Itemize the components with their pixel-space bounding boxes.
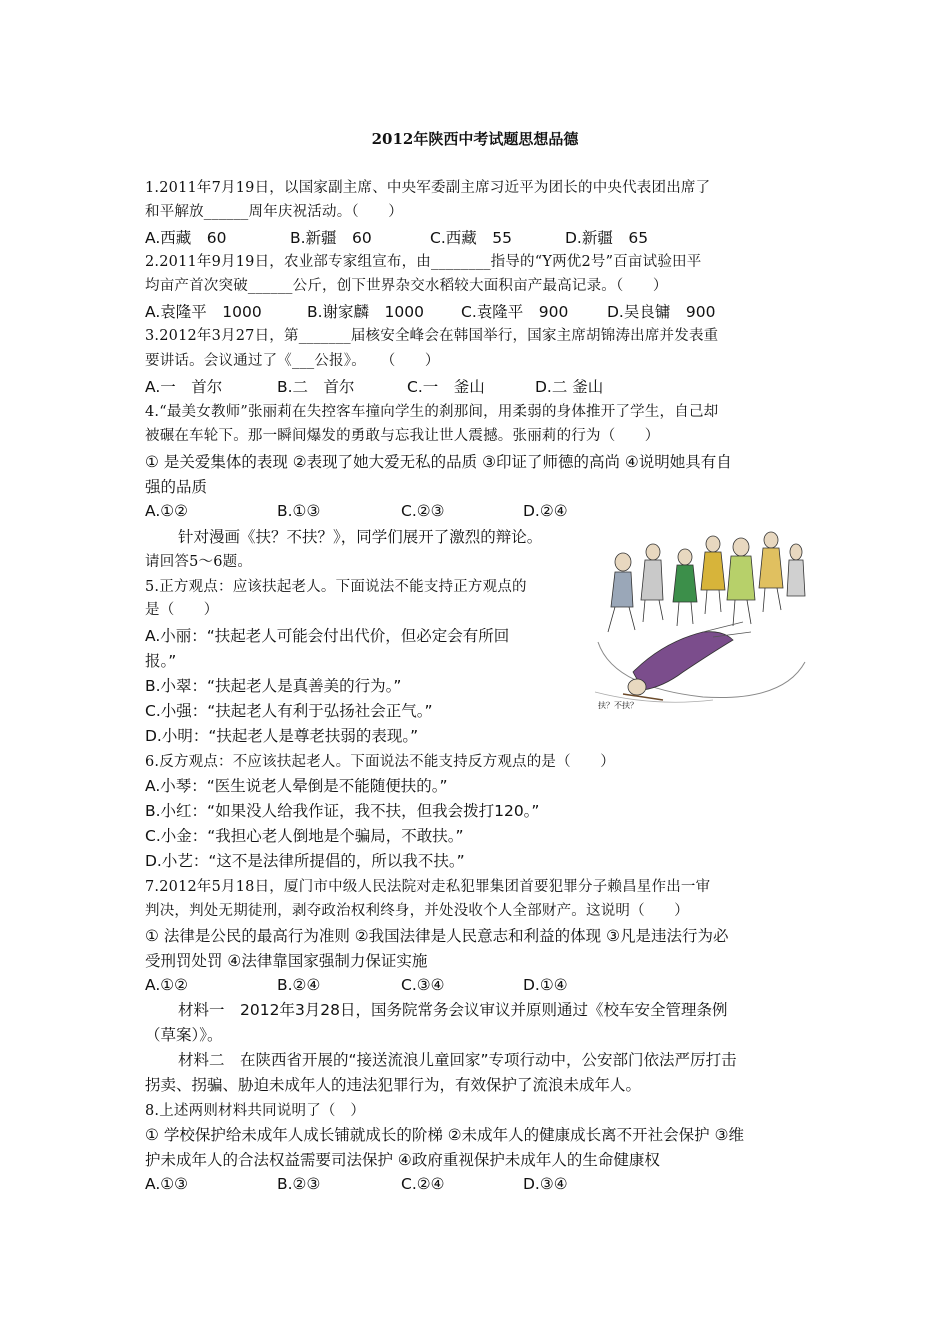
- option-c: C.②④: [401, 1175, 445, 1193]
- question-6-option-d: D.小艺：“这不是法律所提倡的，所以我不扶。”: [145, 852, 465, 870]
- material-1-line-1: 材料一 2012年3月28日，国务院常务会议审议并原则通过《校车安全管理条例: [178, 1001, 728, 1019]
- question-7-statements-1: ① 法律是公民的最高行为准则 ②我国法律是人民意志和利益的体现 ③凡是违法行为必: [145, 927, 729, 945]
- option-c: C.③④: [401, 976, 445, 994]
- question-6-option-a: A.小琴：“医生说老人晕倒是不能随便扶的。”: [145, 777, 448, 795]
- question-3-options: [145, 377, 603, 397]
- question-5-option-c: C.小强：“扶起老人有利于弘扬社会正气。”: [145, 702, 433, 720]
- cartoon-intro-line-2: 请回答5～6题。: [145, 554, 253, 570]
- question-6-option-c: C.小金：“我担心老人倒地是个骗局，不敢扶。”: [145, 827, 464, 845]
- option-b: B.①③: [277, 502, 321, 520]
- question-5-option-a-1: A.小丽：“扶起老人可能会付出代价，但必定会有所回: [145, 627, 510, 645]
- material-1-line-2: （草案）》。: [145, 1026, 223, 1044]
- question-2-line-2: 均亩产首次突破______公斤，创下世界杂交水稻较大面积亩产最高记录。（ ）: [145, 278, 668, 294]
- question-8-statements-2: 护未成年人的合法权益需要司法保护 ④政府重视保护未成年人的生命健康权: [145, 1151, 660, 1169]
- option-a: A.西藏 60: [145, 229, 227, 247]
- question-5-option-a-2: 报。”: [145, 652, 177, 670]
- question-6-line-1: 6.反方观点：不应该扶起老人。下面说法不能支持反方观点的是（ ）: [145, 754, 615, 770]
- question-7-statements-2: 受刑罚处罚 ④法律靠国家强制力保证实施: [145, 952, 428, 970]
- option-d: D.吴良镛 900: [607, 303, 716, 321]
- question-4-line-1: 4.“最美女教师”张丽莉在失控客车撞向学生的刹那间，用柔弱的身体推开了学生，自己却: [145, 404, 719, 420]
- question-3-line-1: 3.2012年3月27日，第_______届核安全峰会在韩国举行，国家主席胡锦涛出席并发表重: [145, 328, 719, 344]
- question-1-options: [145, 228, 648, 248]
- question-3-line-2: 要讲话。会议通过了《___公报》。 （ ）: [145, 353, 440, 369]
- question-8-statements-1: ① 学校保护给未成年人成长铺就成长的阶梯 ②未成年人的健康成长离不开社会保护 ③维: [145, 1126, 744, 1144]
- cartoon-caption: 扶？不扶？: [598, 701, 638, 710]
- option-b: B.新疆 60: [290, 229, 372, 247]
- option-a: A.①②: [145, 976, 189, 994]
- question-1-line-2: 和平解放______周年庆祝活动。（ ）: [145, 204, 403, 220]
- page-title: 2012年陕西中考试题思想品德: [371, 130, 579, 148]
- question-1-line-1: 1.2011年7月19日，以国家副主席、中央军委副主席习近平为团长的中央代表团出席了: [145, 180, 711, 196]
- option-d: D.①④: [523, 976, 568, 994]
- option-c: C.西藏 55: [430, 229, 512, 247]
- option-d: D.②④: [523, 502, 568, 520]
- question-4-options: [145, 501, 568, 521]
- question-7-line-2: 判决，判处无期徒刑，剥夺政治权利终身，并处没收个人全部财产。这说明（ ）: [145, 903, 689, 919]
- question-4-line-2: 被碾在车轮下。那一瞬间爆发的勇敢与忘我让世人震撼。张丽莉的行为（ ）: [145, 428, 660, 444]
- question-7-options: [145, 975, 568, 995]
- option-c: C.袁隆平 900: [461, 303, 569, 321]
- question-5-line-1: 5.正方观点：应该扶起老人。下面说法不能支持正方观点的: [145, 579, 527, 595]
- option-b: B.②④: [277, 976, 321, 994]
- material-2-line-2: 拐卖、拐骗、胁迫未成年人的违法犯罪行为，有效保护了流浪未成年人。: [145, 1076, 642, 1094]
- question-2-options: [145, 302, 715, 322]
- option-c: C.②③: [401, 502, 445, 520]
- option-a: A.①②: [145, 502, 189, 520]
- option-a: A.①③: [145, 1175, 189, 1193]
- cartoon-illustration: [593, 522, 807, 718]
- question-6-option-b: B.小红：“如果没人给我作证，我不扶，但我会拨打120。”: [145, 802, 540, 820]
- option-a: A.袁隆平 1000: [145, 303, 262, 321]
- question-8-line-1: 8.上述两则材料共同说明了（ ）: [145, 1103, 366, 1119]
- option-b: B.②③: [277, 1175, 321, 1193]
- question-4-statements-2: 强的品质: [145, 478, 208, 496]
- option-d: D.新疆 65: [565, 229, 649, 247]
- cartoon-intro-line-1: 针对漫画《扶？不扶？》，同学们展开了激烈的辩论。: [178, 528, 543, 546]
- option-d: D.二 釜山: [535, 378, 604, 396]
- question-5-line-2: 是（ ）: [145, 602, 219, 618]
- option-b: B.谢家麟 1000: [307, 303, 425, 321]
- question-5-option-b: B.小翠：“扶起老人是真善美的行为。”: [145, 677, 402, 695]
- option-d: D.③④: [523, 1175, 568, 1193]
- material-2-line-1: 材料二 在陕西省开展的“接送流浪儿童回家”专项行动中，公安部门依法严厉打击: [178, 1051, 737, 1069]
- question-5-option-d: D.小明：“扶起老人是尊老扶弱的表现。”: [145, 727, 419, 745]
- option-c: C.一 釜山: [407, 378, 485, 396]
- question-4-statements-1: ① 是关爱集体的表现 ②表现了她大爱无私的品质 ③印证了师德的高尚 ④说明她具有自: [145, 453, 732, 471]
- question-8-options: [145, 1174, 568, 1194]
- question-2-line-1: 2.2011年9月19日，农业部专家组宣布，由________指导的“Y两优2号”百亩试验田平: [145, 254, 702, 270]
- question-7-line-1: 7.2012年5月18日，厦门市中级人民法院对走私犯罪集团首要犯罪分子赖昌星作出一审: [145, 879, 711, 895]
- option-a: A.一 首尔: [145, 378, 223, 396]
- option-b: B.二 首尔: [277, 378, 355, 396]
